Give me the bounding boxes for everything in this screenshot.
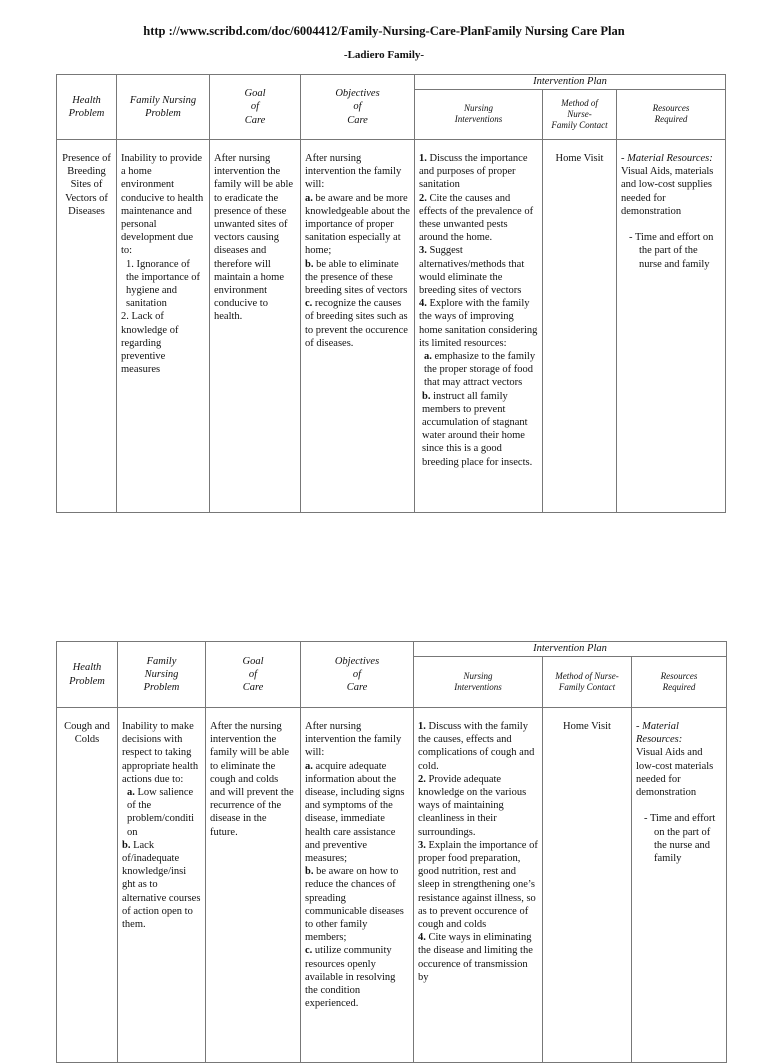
header-nursing-interventions: Nursing Interventions <box>415 89 543 139</box>
header-intervention-plan: Intervention Plan <box>415 75 726 90</box>
header-resources-required: Resources Required <box>617 89 726 139</box>
header-method-of-contact: Method of Nurse- Family Contact <box>543 89 617 139</box>
header-method-of-contact: Method of Nurse- Family Contact <box>543 656 632 707</box>
header-objectives-of-care: Objectives of Care <box>301 642 414 708</box>
family-name: -Ladiero Family- <box>343 49 425 61</box>
header-health-problem: Health Problem <box>57 75 117 140</box>
method-cell: Home Visit <box>543 708 632 1063</box>
family-problem-cell: Inability to provide a home environment conducive to health maintenance and personal development due to: 1. Ignorance of the importance of hygiene and sanitation 2. Lack of knowledge of regarding preventive measures <box>117 140 210 513</box>
health-problem-cell: Cough and Colds <box>57 708 118 1063</box>
nursing-interventions-cell: 1. Discuss the importance and purposes of proper sanitation 2. Cite the causes and effects of the prevalence of these unwanted pests around the home. 3. Suggest alternatives/methods that would eliminate the breeding sites of vectors 4. Explore with the family the ways of improving home sanitation considering its limited resources: a. emphasize to the family the proper storage of food that may attract vectors b. instruct all family members to prevent accumulation of stagnant water around their home since this is a good breeding place for insects. <box>415 140 543 513</box>
goal-cell: After nursing intervention the family will be able to eradicate the presence of these unwanted sites of vectors causing diseases and therefore will maintain a home environment conducive to health. <box>210 140 301 513</box>
header-nursing-interventions: Nursing Interventions <box>414 656 543 707</box>
header-family-nursing-problem: Family Nursing Problem <box>118 642 206 708</box>
health-problem-cell: Presence of Breeding Sites of Vectors of Diseases <box>57 140 117 513</box>
header-resources-required: Resources Required <box>632 656 727 707</box>
care-plan-table-2 <box>56 641 727 1063</box>
objectives-cell: After nursing intervention the family will: a. acquire adequate information about the disease, including signs and symptoms of the disease, immediate health care assistance and preventive measures; b. be aware on how to reduce the chances of spreading communicable diseases to other family members; c. utilize community resources openly available in resolving the condition experienced. <box>301 708 414 1063</box>
care-plan-table-1 <box>56 74 726 513</box>
method-cell: Home Visit <box>543 140 617 513</box>
header-goal-of-care: Goal of Care <box>210 75 301 140</box>
document-title: http ://www.scribd.com/doc/6004412/Family-Nursing-Care-PlanFamily Nursing Care Plan <box>143 24 625 38</box>
goal-cell: After the nursing intervention the family will be able to eliminate the cough and colds and will prevent the recurrence of the disease in the future. <box>206 708 301 1063</box>
header-goal-of-care: Goal of Care <box>206 642 301 708</box>
header-health-problem: Health Problem <box>57 642 118 708</box>
objectives-cell: After nursing intervention the family will: a. be aware and be more knowledgeable about the importance of proper sanitation especially at home; b. be able to eliminate the presence of these breeding sites of vectors c. recognize the causes of breeding sites such as to prevent the occurence of diseases. <box>301 140 415 513</box>
resources-cell: - Material Resources: Visual Aids and low-cost materials needed for demonstration - Time and effort on the part of the nurse and family <box>632 708 727 1063</box>
family-problem-cell: Inability to make decisions with respect to taking appropriate health actions due to: a. Low salience of the problem/conditi on b. Lack of/inadequate knowledge/insi ght as to alternative courses of action open to them. <box>118 708 206 1063</box>
nursing-interventions-cell: 1. Discuss with the family the causes, effects and complications of cough and cold. 2. Provide adequate knowledge on the various ways of maintaining cleanliness in their surroundings. 3. Explain the importance of proper food preparation, good nutrition, rest and sleep in strengthening one’s resistance against illness, so as to prevent occurence of cough and colds 4. Cite ways in eliminating the disease and limiting the occurence of transmission by <box>414 708 543 1063</box>
header-family-nursing-problem: Family Nursing Problem <box>117 75 210 140</box>
resources-cell: - Material Resources: Visual Aids, materials and low-cost supplies needed for demonstration - Time and effort on the part of the nurse and family <box>617 140 726 513</box>
header-objectives-of-care: Objectives of Care <box>301 75 415 140</box>
header-intervention-plan: Intervention Plan <box>414 642 727 657</box>
